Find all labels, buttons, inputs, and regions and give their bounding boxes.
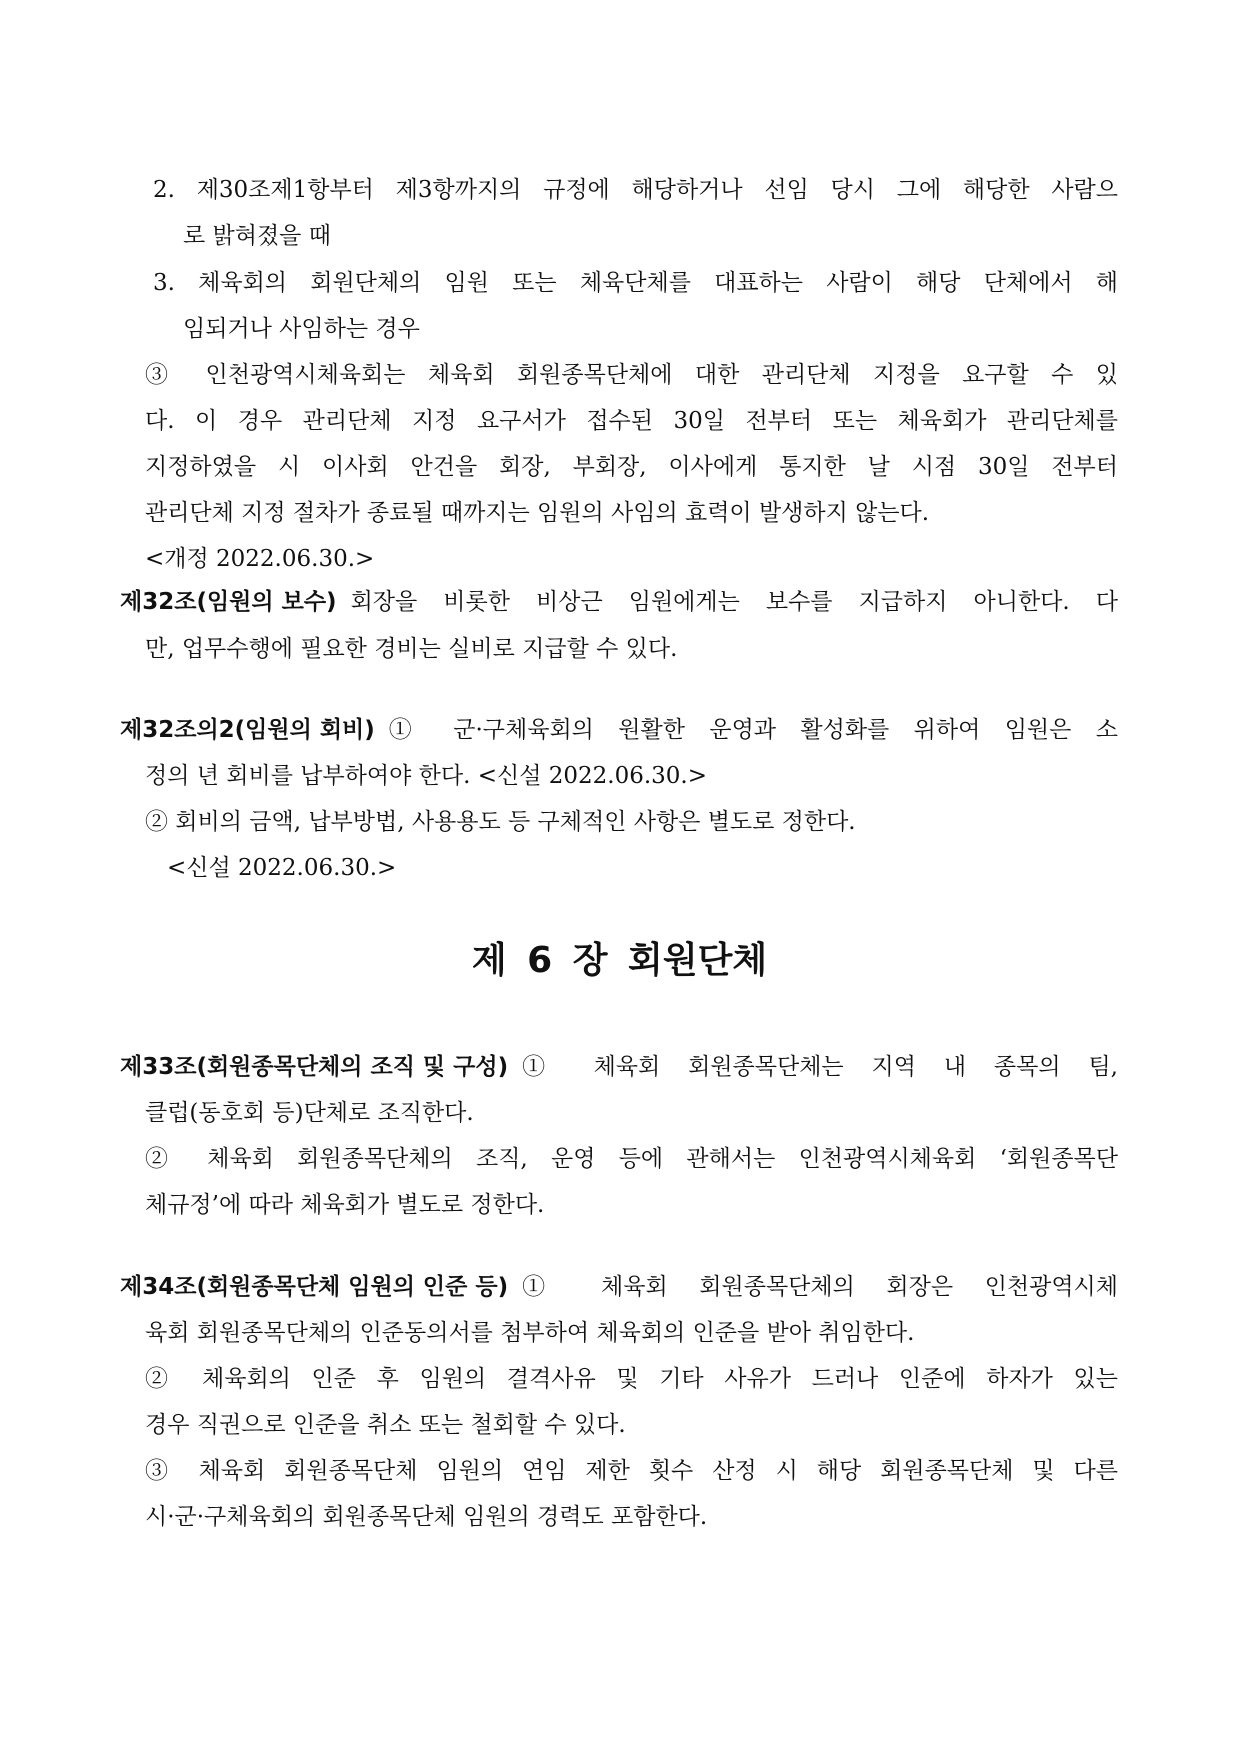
item-2-line-2: 로 밝혀졌을 때 [183, 223, 331, 249]
article-32-2-title: 제32조의2(임원의 회비) [120, 717, 375, 743]
chapter-heading: 제 6 장 회원단체 [471, 940, 768, 981]
article-34-text-2: 육회 회원종목단체의 인준동의서를 첨부하여 체육회의 인준을 받아 취임한다. [145, 1320, 915, 1346]
article-32-title: 제32조(임원의 보수) [120, 589, 337, 615]
paragraph-3-line-3: 지정하였을 시 이사회 안건을 회장, 부회장, 이사에게 통지한 날 시점 30일 전부터 [145, 454, 1118, 480]
amendment-note: <개정 2022.06.30.> [145, 546, 375, 572]
article-33-text-3: ② 체육회 회원종목단체의 조직, 운영 등에 관해서는 인천광역시체육회 ‘회원종목단 [145, 1146, 1118, 1172]
article-34-title: 제34조(회원종목단체 임원의 인준 등) [120, 1274, 509, 1300]
article-32-2-line-1 [120, 715, 1118, 745]
article-33-text-2: 클럽(동호회 등)단체로 조직한다. [145, 1100, 474, 1126]
paragraph-3-line-1: ③ 인천광역시체육회는 체육회 회원종목단체에 대한 관리단체 지정을 요구할 수 있 [145, 362, 1118, 388]
article-33-text-4: 체규정’에 따라 체육회가 별도로 정한다. [145, 1192, 545, 1218]
paragraph-3-line-4: 관리단체 지정 절차가 종료될 때까지는 임원의 사임의 효력이 발생하지 않는다. [145, 500, 930, 526]
article-32-line-1 [120, 587, 1118, 617]
article-33-line-1 [120, 1052, 1118, 1082]
article-34-text-3: ② 체육회의 인준 후 임원의 결격사유 및 기타 사유가 드러나 인준에 하자가 있는 [145, 1366, 1118, 1392]
item-3-line-2: 임되거나 사임하는 경우 [183, 316, 420, 342]
article-32-text-2: 만, 업무수행에 필요한 경비는 실비로 지급할 수 있다. [145, 636, 678, 662]
article-32-text-1: 회장을 비롯한 비상근 임원에게는 보수를 지급하지 아니한다. 다 [350, 589, 1118, 615]
article-32-2-note: <신설 2022.06.30.> [167, 855, 397, 881]
article-32-2-text-2: 정의 년 회비를 납부하여야 한다. <신설 2022.06.30.> [145, 763, 707, 789]
article-32-2-text-1: ① 군·구체육회의 원활한 운영과 활성화를 위하여 임원은 소 [388, 717, 1118, 743]
article-34-line-1 [120, 1272, 1118, 1302]
article-34-text-6: 시·군·구체육회의 회원종목단체 임원의 경력도 포함한다. [145, 1504, 708, 1530]
article-34-text-1: ① 체육회 회원종목단체의 회장은 인천광역시체 [522, 1274, 1118, 1300]
paragraph-3-line-2: 다. 이 경우 관리단체 지정 요구서가 접수된 30일 전부터 또는 체육회가 관리단체를 [145, 408, 1118, 434]
article-34-text-5: ③ 체육회 회원종목단체 임원의 연임 제한 횟수 산정 시 해당 회원종목단체 및 다른 [145, 1458, 1118, 1484]
article-34-text-4: 경우 직권으로 인준을 취소 또는 철회할 수 있다. [145, 1412, 626, 1438]
item-2-line-1: 2. 제30조제1항부터 제3항까지의 규정에 해당하거나 선임 당시 그에 해당한 사람으 [153, 177, 1118, 203]
article-32-2-text-3: ② 회비의 금액, 납부방법, 사용용도 등 구체적인 사항은 별도로 정한다. [145, 809, 856, 835]
article-33-title: 제33조(회원종목단체의 조직 및 구성) [120, 1054, 509, 1080]
item-3-line-1: 3. 체육회의 회원단체의 임원 또는 체육단체를 대표하는 사람이 해당 단체에서 해 [153, 270, 1118, 296]
article-33-text-1: ① 체육회 회원종목단체는 지역 내 종목의 팀, [522, 1054, 1118, 1080]
